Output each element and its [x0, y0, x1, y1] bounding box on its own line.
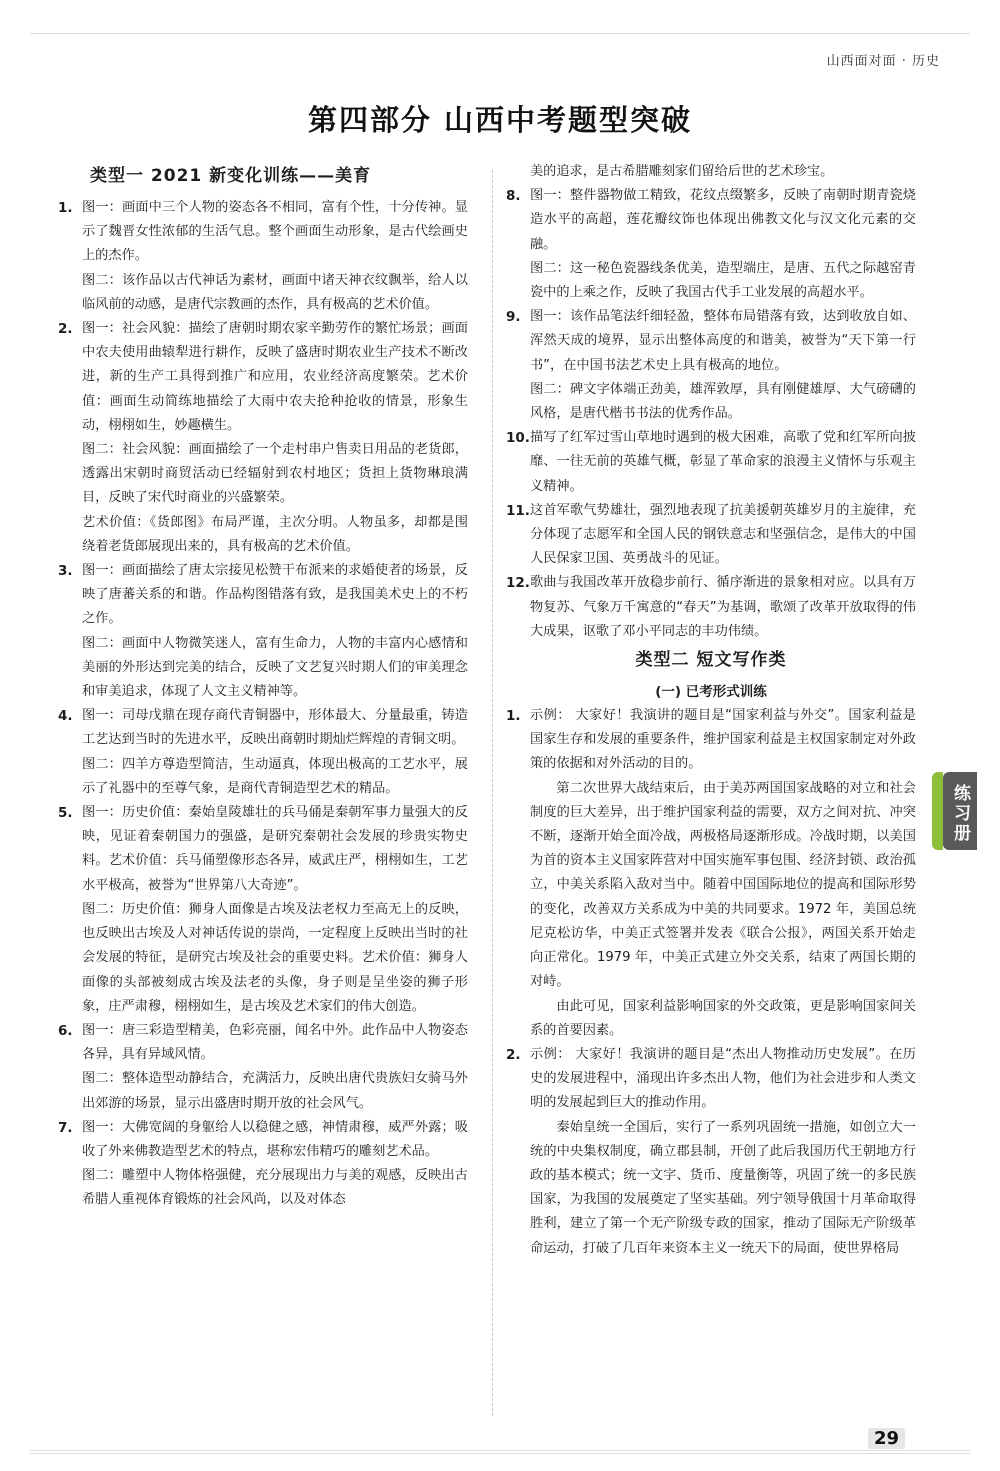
question-item: [58, 704, 468, 801]
answer-paragraph: 图二：社会风貌：画面描绘了一个走村串户售卖日用品的老货郎，透露出宋朝时商贸活动已经辐射到农村地区；货担上货物琳琅满目，反映了宋代时商业的兴盛繁荣。: [82, 442, 468, 506]
page-title: 第四部分 山西中考题型突破: [307, 103, 693, 137]
question-item: [506, 1043, 916, 1261]
answer-paragraph: 这首军歌气势雄壮，强烈地表现了抗美援朝英雄岁月的主旋律，充分体现了志愿军和全国人民的钢铁意志和坚强信念，是伟大的中国人民保家卫国、英勇战斗的见证。: [530, 502, 916, 567]
column-divider: [492, 170, 493, 1416]
answer-paragraph: 秦始皇统一全国后，实行了一系列巩固统一措施，如创立大一统的中央集权制度，确立郡县制，开创了此后我国历代王朝地方行政的基本模式；统一文字、货币、度量衡等，巩固了统一的多民族国家，为我国的发展奠定了坚实基础。列宁领导俄国十月革命取得胜利，建立了第一个无产阶级专政的国家，推动了国际无产阶级革命运动，打破了几百年来资本主义一统天下的局面，使世界格局: [530, 1119, 916, 1256]
question-item: [506, 571, 916, 644]
question-number: 12.: [506, 575, 530, 592]
question-item: [506, 704, 916, 1043]
answer-paragraph: 图一：画面描绘了唐太宗接见松赞干布派来的求婚使者的场景，反映了唐蕃关系的和谐。作品构图错落有致，是我国美术史上的不朽之作。: [82, 563, 468, 627]
question-item: [58, 196, 468, 317]
page-number: 29: [868, 1428, 905, 1449]
answer-paragraph: 图一：大佛宽阔的身躯给人以稳健之感，神情肃穆，威严外露；吸收了外来佛教造型艺术的特点，堪称宏伟精巧的雕刻艺术品。: [82, 1119, 468, 1159]
answer-paragraph: 示例： 大家好！我演讲的题目是“杰出人物推动历史发展”。在历史的发展进程中，涌现出许多杰出人物，他们为社会进步和人类文明的发展起到巨大的推动作用。: [530, 1046, 916, 1111]
section-heading-type-one: 类型一 2021 新变化训练——美育: [90, 166, 372, 186]
answer-paragraph: 图二：雕塑中人物体格强健，充分展现出力与美的观感，反映出古希腊人重视体育锻炼的社会风尚，以及对体态: [82, 1168, 468, 1208]
answer-paragraph: 图二：该作品以古代神话为素材，画面中诸天神衣纹飘举，给人以临风前的动感，是唐代宗教画的杰作，具有极高的艺术价值。: [82, 272, 468, 312]
question-number: 2.: [58, 321, 73, 338]
answer-paragraph: 图一：画面中三个人物的姿态各不相同，富有个性，十分传神。显示了魏晋女性浓郁的生活气息。整个画面生动形象，是古代绘画史上的杰作。: [82, 200, 468, 264]
question-number: 1.: [506, 708, 521, 725]
question-number: 4.: [58, 708, 73, 725]
answer-paragraph: 第二次世界大战结束后，由于美苏两国国家战略的对立和社会制度的巨大差异，出于维护国家利益的需要，双方之间对抗、冲突不断，逐渐开始全面冷战，两极格局逐渐形成。冷战时期，以美国为首的资本主义国家阵营对中国实施军事包围、经济封锁、政治孤立，中美关系陷入敌对当中。随着中国国际地位的提高和国际形势的变化，改善双方关系成为中美的共同要求。1972 年，美国总统尼克松访华，中美正式签署并发表《联合公报》，两国关系开始走向正常化。1979 年，中美正式建立外交关系，结束了两国长期的对峙。: [530, 780, 916, 990]
answer-paragraph: 图二：这一秘色瓷器线条优美，造型端庄，是唐、五代之际越窑青瓷中的上乘之作，反映了我国古代手工业发展的高超水平。: [530, 260, 916, 301]
question-item: [506, 184, 916, 305]
question-number: 2.: [506, 1046, 521, 1063]
question-number: 1.: [58, 200, 73, 216]
answer-paragraph: 图二：画面中人物微笑迷人，富有生命力，人物的丰富内心感情和美丽的外形达到完美的结合，反映了文艺复兴时期人们的审美理念和审美追求，体现了人文主义精神等。: [82, 635, 468, 700]
left-item-list: [58, 196, 468, 1213]
answer-paragraph: 图一：该作品笔法纤细轻盈，整体布局错落有致，达到收放自如、浑然天成的境界，显示出整体高度的和谐美，被誉为“天下第一行书”，在中国书法艺术史上具有极高的地位。: [530, 309, 916, 373]
answer-paragraph: 图二：历史价值：狮身人面像是古埃及法老权力至高无上的反映，也反映出古埃及人对神话传说的崇尚，一定程度上反映出当时的社会发展的特征，是研究古埃及社会的重要史料。艺术价值：狮身人面像的头部被刻成古埃及法老的头像，身子则是呈坐姿的狮子形象，庄严肃穆，栩栩如生，是古埃及艺术家们的伟大创造。: [82, 901, 468, 1014]
subsection-heading: (一) 已考形式训练: [655, 684, 767, 701]
question-number: 10.: [506, 430, 530, 447]
question-number: 8.: [506, 188, 521, 205]
question-item: [58, 559, 468, 704]
answer-paragraph: 图一：整件器物做工精致，花纹点缀繁多，反映了南朝时期青瓷烧造水平的高超，莲花瓣纹饰也体现出佛教文化与汉文化元素的交融。: [530, 188, 916, 252]
answer-paragraph: 图一：社会风貌：描绘了唐朝时期农家辛勤劳作的繁忙场景；画面中农夫使用曲辕犁进行耕作，反映了盛唐时期农业生产技术不断改进，新的生产工具得到推广和应用，农业经济高度繁荣。艺术价值：画面生动简练地描绘了大雨中农夫抢种抢收的情景，形象生动，栩栩如生，妙趣横生。: [82, 321, 468, 433]
question-item: [506, 160, 916, 184]
top-border: [30, 33, 970, 34]
question-number: 5.: [58, 805, 73, 822]
side-tab: 练习册: [943, 772, 977, 850]
side-tab-accent: [932, 772, 943, 850]
right-item-list-a: [506, 160, 916, 644]
answer-paragraph: 图一：历史价值：秦始皇陵雄壮的兵马俑是秦朝军事力量强大的反映，见证着秦朝国力的强盛，是研究秦朝社会发展的珍贵实物史料。艺术价值：兵马俑塑像形态各异，威武庄严，栩栩如生，工艺水平极高，被誉为“世界第八大奇迹”。: [82, 805, 468, 893]
answer-paragraph: 图一：唐三彩造型精美，色彩亮丽，闻名中外。此作品中人物姿态各异，具有异域风情。: [82, 1022, 468, 1063]
question-number: 9.: [506, 309, 521, 326]
question-item: [506, 305, 916, 426]
question-item: [506, 426, 916, 499]
answer-paragraph: 艺术价值：《货郎图》布局严谨，主次分明。人物虽多，却都是围绕着老货郎展现出来的，具有极高的艺术价值。: [82, 514, 468, 554]
question-number: 6.: [58, 1022, 73, 1039]
left-column: [58, 160, 468, 1213]
answer-paragraph: 图二：四羊方尊造型简洁，生动逼真，体现出极高的工艺水平，展示了礼器中的至尊气象，是商代青铜造型艺术的精品。: [82, 756, 468, 796]
answer-paragraph: 由此可见，国家利益影响国家的外交政策，更是影响国家间关系的首要因素。: [530, 998, 916, 1038]
question-number: 7.: [58, 1119, 73, 1136]
series-label: 山西面对面 · 历史: [826, 54, 940, 69]
answer-paragraph: 歌曲与我国改革开放稳步前行、循序渐进的景象相对应。以具有万物复苏、气象万千寓意的“春天”为基调，歌颂了改革开放取得的伟大成果，讴歌了邓小平同志的丰功伟绩。: [530, 575, 916, 639]
right-item-list-b: [506, 704, 916, 1261]
answer-paragraph: 描写了红军过雪山草地时遇到的极大困难，高歌了党和红军所向披靡、一往无前的英雄气概，彰显了革命家的浪漫主义情怀与乐观主义精神。: [530, 430, 916, 494]
answer-paragraph: 示例： 大家好！我演讲的题目是“国家利益与外交”。国家利益是国家生存和发展的重要条件，维护国家利益是主权国家制定对外政策的依据和对外活动的目的。: [530, 708, 916, 772]
answer-paragraph: 图二：碑文字体端正劲美，雄浑敦厚，具有刚健雄厚、大气磅礴的风格，是唐代楷书书法的优秀作品。: [530, 381, 916, 422]
section-heading-type-two: 类型二 短文写作类: [635, 650, 787, 671]
question-item: [58, 1116, 468, 1213]
answer-paragraph: 美的追求，是古希腊雕刻家们留给后世的艺术珍宝。: [530, 164, 834, 179]
right-column: [506, 160, 916, 1261]
bottom-border: [30, 1450, 970, 1454]
question-item: [58, 801, 468, 1019]
question-item: [58, 1019, 468, 1116]
answer-paragraph: 图二：整体造型动静结合，充满活力，反映出唐代贵族妇女骑马外出郊游的场景，显示出盛唐时期开放的社会风气。: [82, 1071, 468, 1111]
question-number: 11.: [506, 502, 530, 519]
question-item: [506, 499, 916, 572]
question-number: 3.: [58, 563, 73, 580]
answer-paragraph: 图一：司母戊鼎在现存商代青铜器中，形体最大、分量最重，铸造工艺达到当时的先进水平，反映出商朝时期灿烂辉煌的青铜文明。: [82, 708, 468, 748]
question-item: [58, 317, 468, 559]
